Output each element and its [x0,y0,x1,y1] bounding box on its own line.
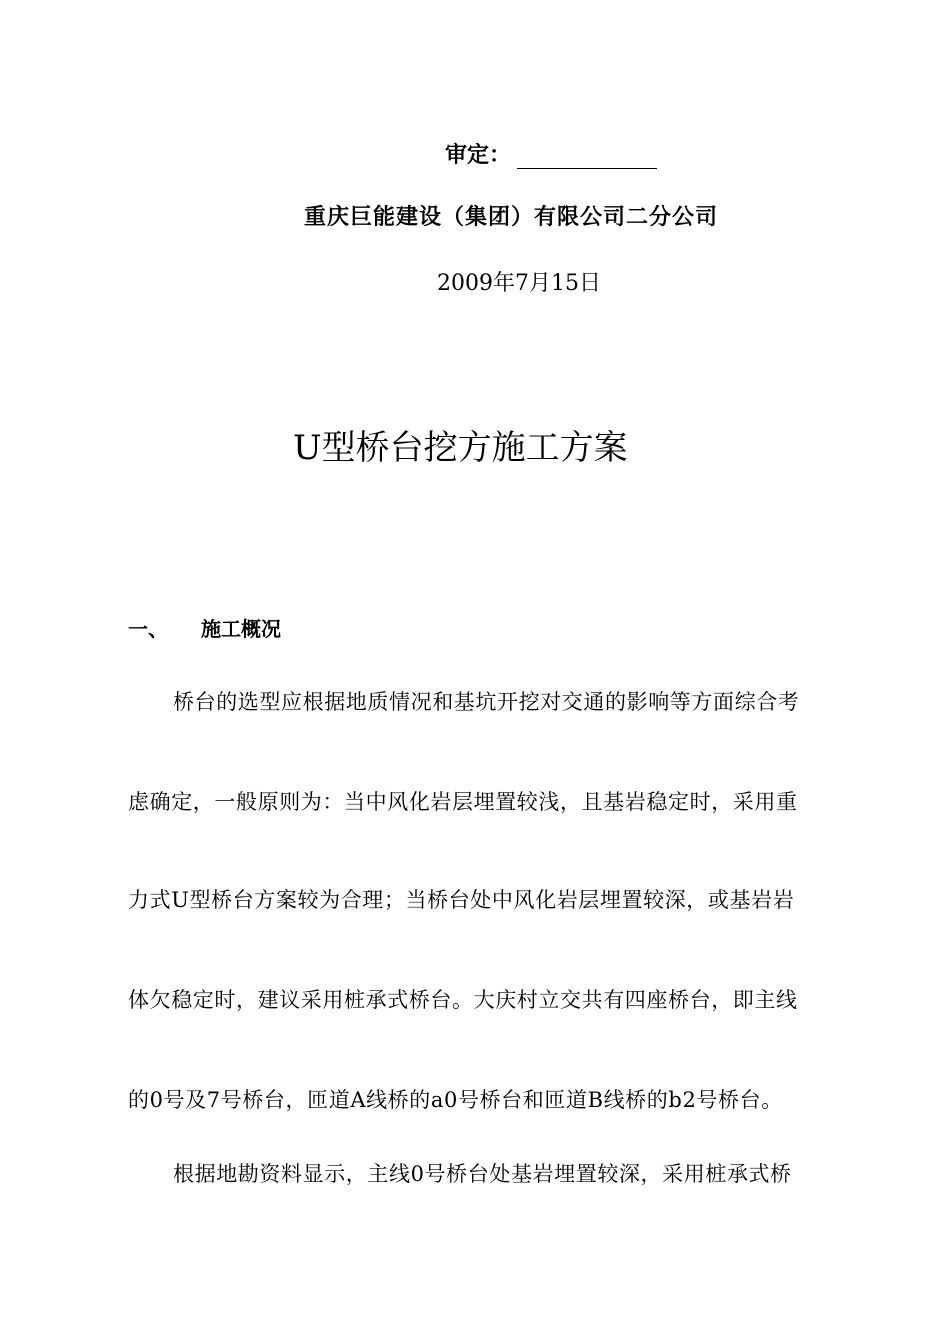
section-number: 一、 [128,617,168,641]
paragraph-line: 力式U型桥台方案较为合理；当桥台处中风化岩层埋置较深，或基岩岩 [128,888,795,912]
paragraph-line: 桥台的选型应根据地质情况和基坑开挖对交通的影响等方面综合考 [173,690,800,714]
paragraph-line: 根据地勘资料显示，主线0号桥台处基岩埋置较深，采用桩承式桥 [173,1162,792,1186]
section-title: 施工概况 [200,617,281,641]
section-heading [128,613,281,642]
paragraph-line: 虑确定，一般原则为：当中风化岩层埋置较浅，且基岩稳定时，采用重 [128,790,798,814]
paragraph-line: 体欠稳定时，建议采用桩承式桥台。大庆村立交共有四座桥台，即主线 [128,988,798,1012]
document-title: U型桥台挖方施工方案 [293,428,628,468]
company-name: 重庆巨能建设（集团）有限公司二分公司 [304,204,719,230]
paragraph-line: 的0号及7号桥台，匝道A线桥的a0号桥台和匝道B线桥的b2号桥台。 [128,1088,783,1112]
signature-blank [517,146,657,169]
approval-line [445,138,657,169]
document-date: 2009年7月15日 [437,271,601,296]
approval-label: 审定： [445,142,512,168]
